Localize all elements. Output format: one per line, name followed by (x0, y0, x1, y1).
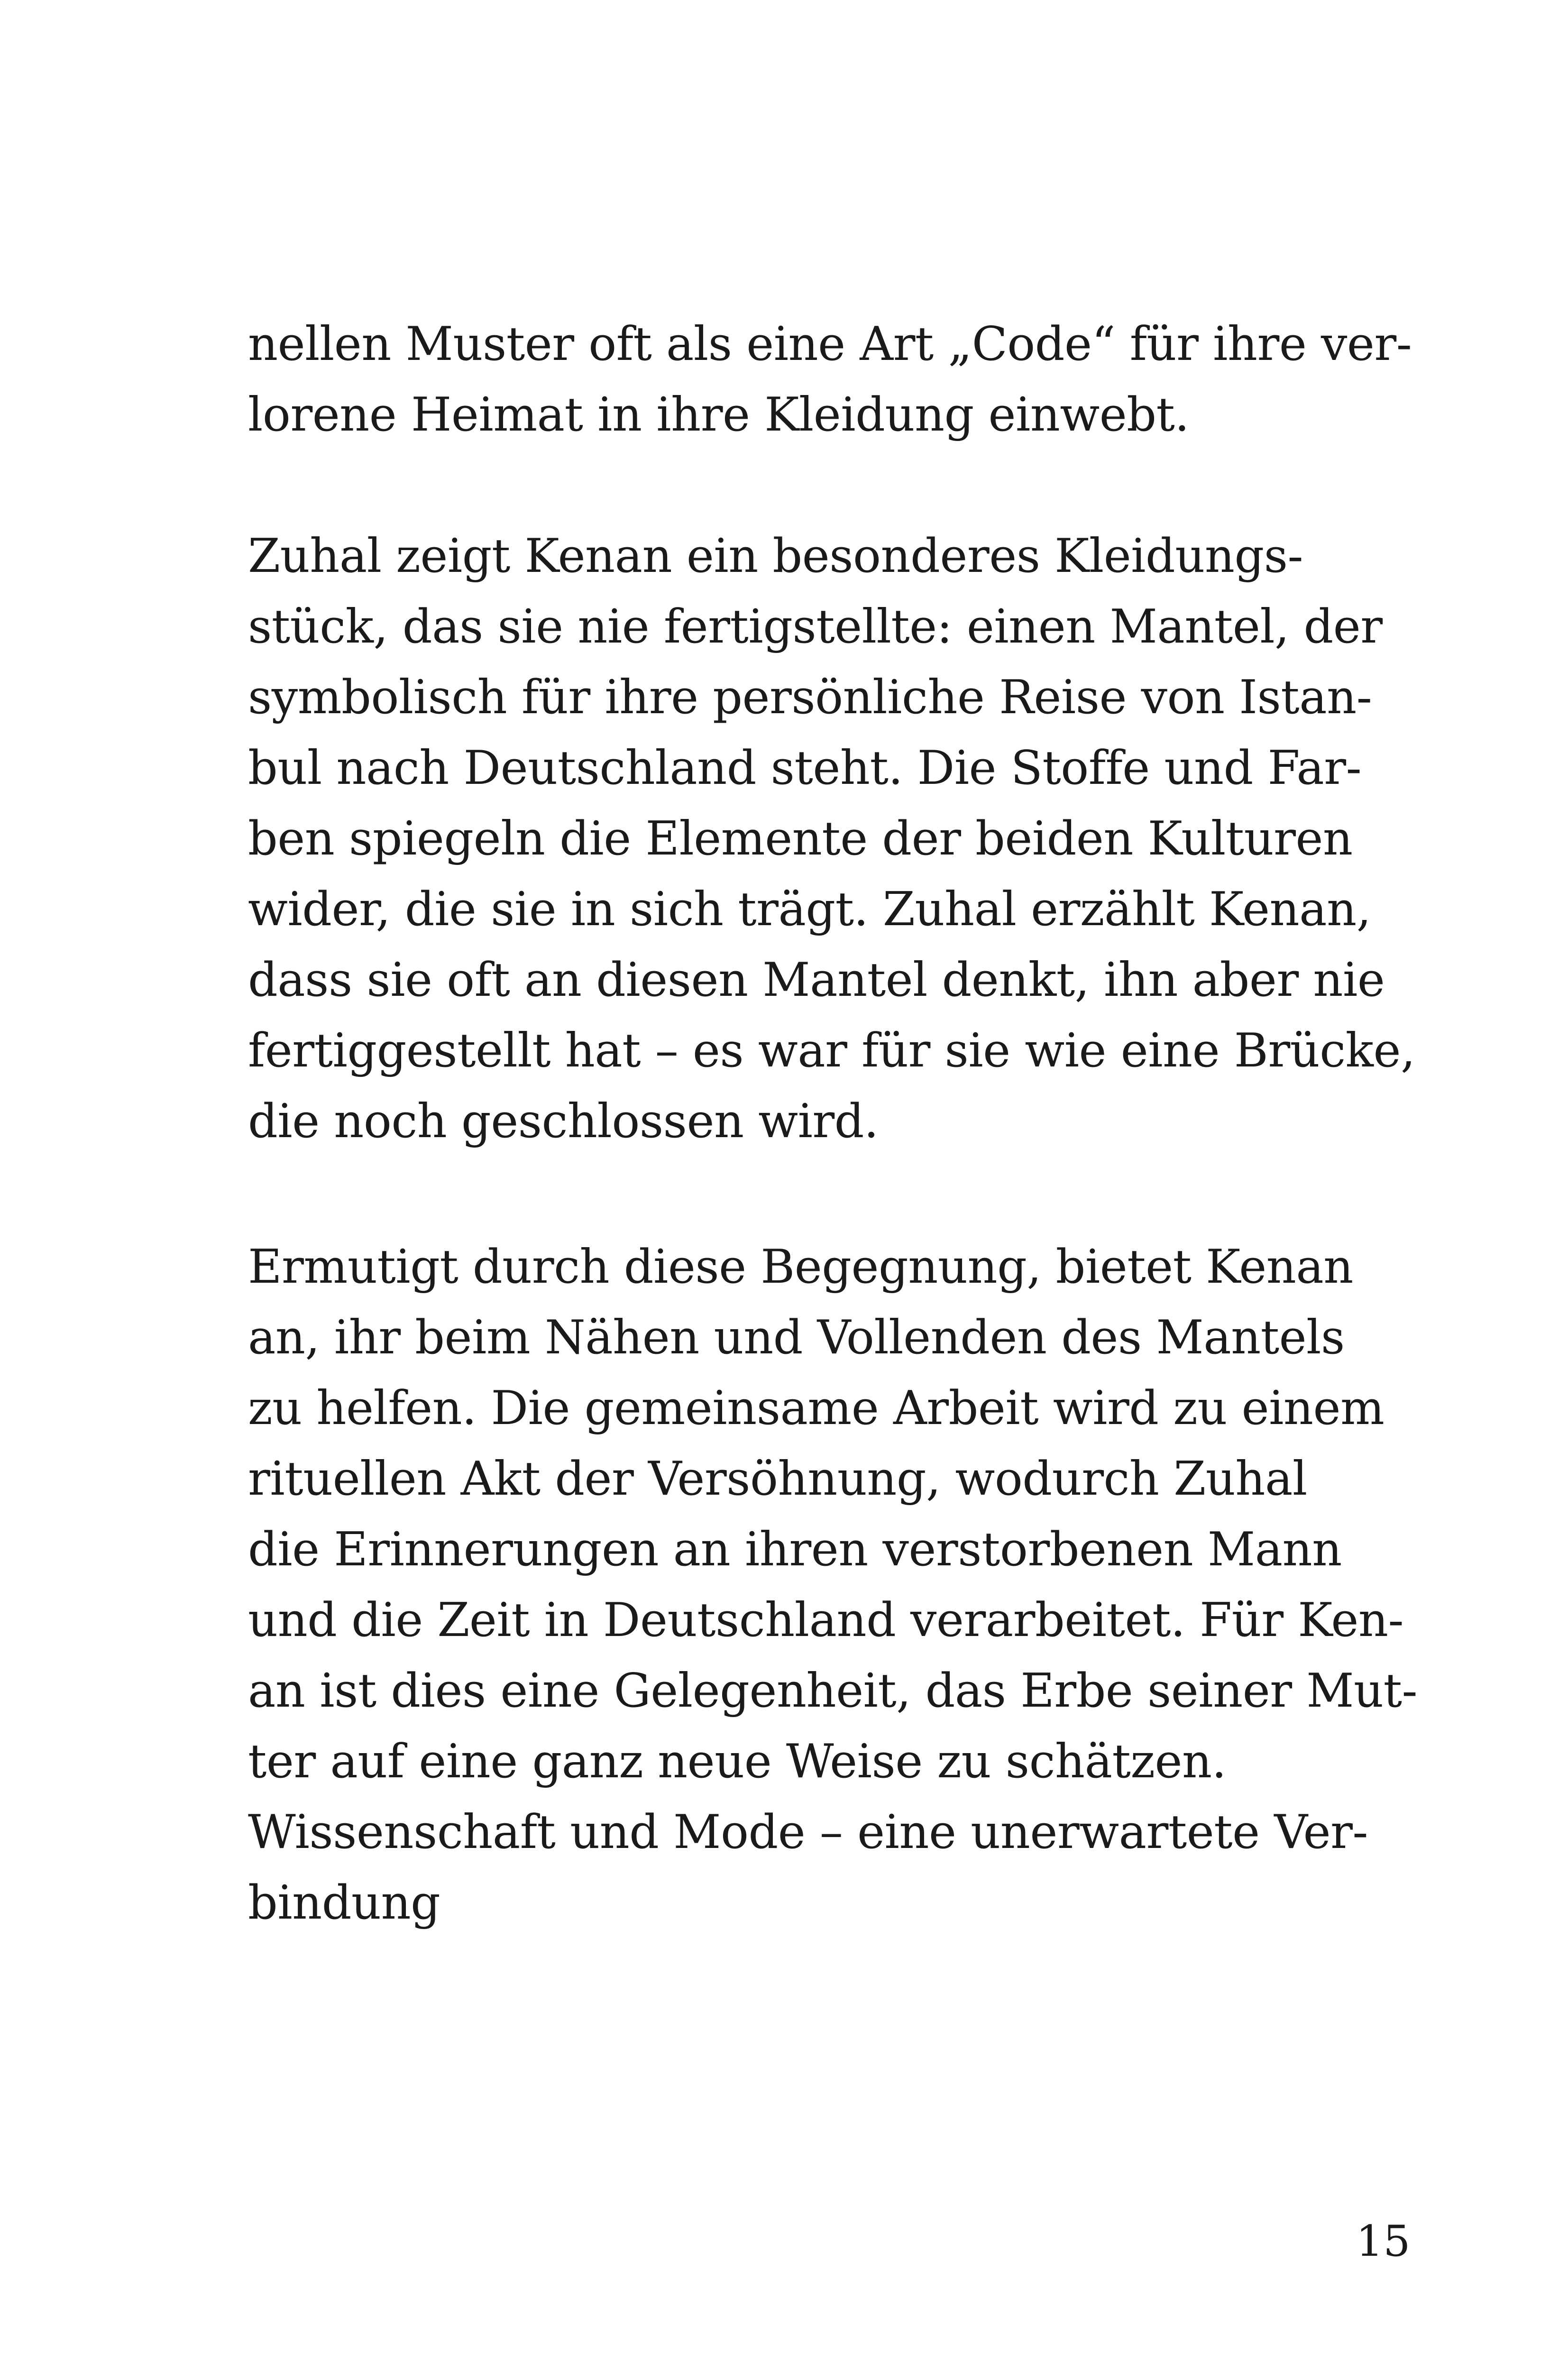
text-line: nellen Muster oft als eine Art „Code“ für ihre ver- (248, 317, 1412, 371)
text-line: die Erinnerungen an ihren verstorbenen Mann (248, 1523, 1342, 1577)
text-line: Ermutigt durch diese Begegnung, bietet Kenan (248, 1240, 1353, 1294)
text-line: und die Zeit in Deutschland verarbeitet. Für Ken- (248, 1593, 1404, 1647)
text-line: stück, das sie nie fertigstellte: einen Mantel, der (248, 600, 1383, 654)
text-line: wider, die sie in sich trägt. Zuhal erzählt Kenan, (248, 882, 1371, 937)
text-line: zu helfen. Die gemeinsame Arbeit wird zu einem (248, 1381, 1385, 1435)
text-line: die noch geschlossen wird. (248, 1094, 879, 1149)
page-number: 15 (1356, 2216, 1411, 2266)
text-line: fertiggestellt hat – es war für sie wie eine Brücke, (248, 1024, 1415, 1078)
text-line: Zuhal zeigt Kenan ein besonderes Kleidungs- (248, 529, 1303, 583)
text-line: ter auf eine ganz neue Weise zu schätzen. (248, 1735, 1227, 1789)
text-line: ben spiegeln die Elemente der beiden Kulturen (248, 812, 1353, 866)
text-line: lorene Heimat in ihre Kleidung einwebt. (248, 388, 1190, 442)
paragraph-2 (248, 521, 1415, 1157)
text-line: an ist dies eine Gelegenheit, das Erbe seiner Mut- (248, 1664, 1418, 1718)
text-line: bul nach Deutschland steht. Die Stoffe und Far- (248, 741, 1362, 795)
text-line: dass sie oft an diesen Mantel denkt, ihn aber nie (248, 953, 1385, 1007)
section-heading-line: Wissenschaft und Mode – eine unerwartete Ver- (248, 1805, 1368, 1859)
text-line: rituellen Akt der Versöhnung, wodurch Zuhal (248, 1452, 1307, 1506)
paragraph-1 (248, 309, 1412, 450)
text-line: symbolisch für ihre persönliche Reise von Istan- (248, 671, 1372, 725)
text-line: an, ihr beim Nähen und Vollenden des Mantels (248, 1311, 1345, 1365)
section-heading-line: bindung (248, 1876, 440, 1930)
paragraph-3 (248, 1232, 1418, 1939)
